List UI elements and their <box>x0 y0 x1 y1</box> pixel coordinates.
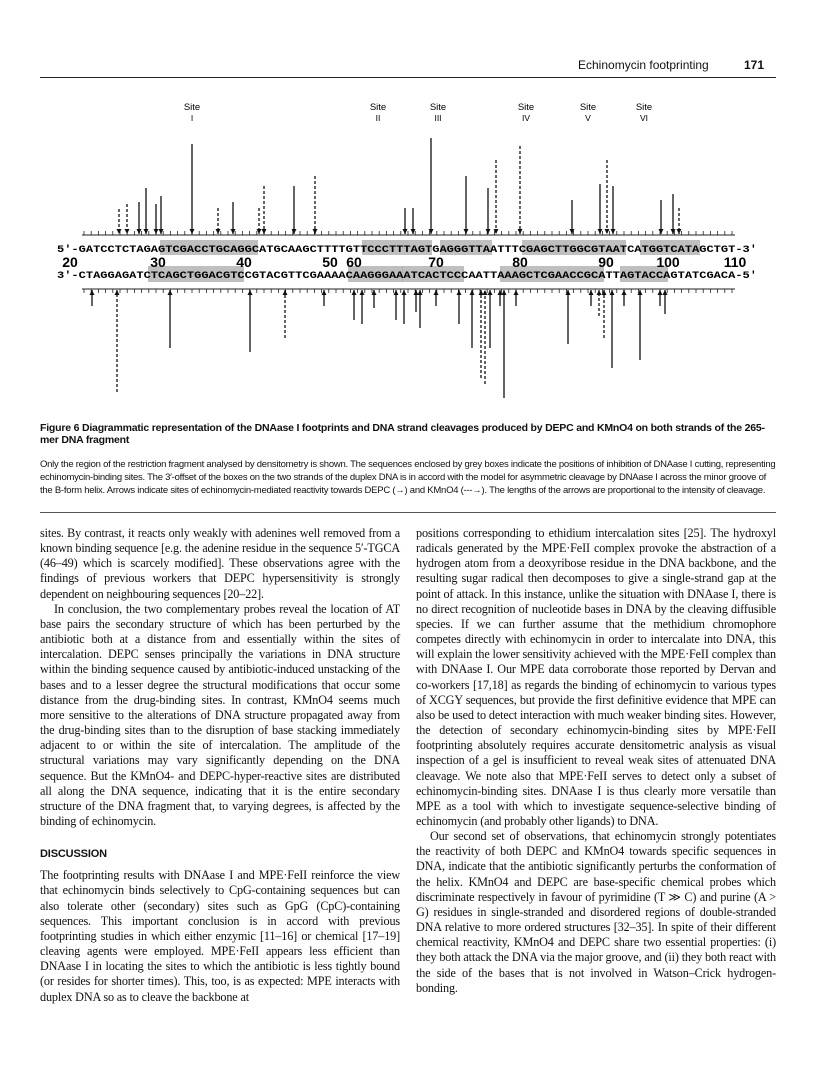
site-roman: VI <box>639 113 649 123</box>
page-number: 171 <box>744 58 765 72</box>
arrow-head <box>190 229 195 234</box>
paragraph: Our second set of observations, that echinomycin strongly potentiates the reactivity of both DEPC and KMnO4 towards specific sequences in DNA, indicate that the antibiotic significantly perturbs the conformation of the helix. KMnO4 and DEPC are base-specific chemical probes which discriminate respectively in favour of pyrimidine (T ≫ C) and purine (A > G) residues in single-stranded and disordered regions of double-stranded DNA relative to more ordered structures [32–35]. In spite of their different chemical reactivity, KMnO4 and DEPC share two essential properties: (i) they both attack the DNA via the major groove, and (ii) they both react with the side of the bases that is not involved in Watson–Crick hydrogen-bonding. <box>416 829 776 995</box>
top-strand-sequence: 5′-GATCCTCTAGAGTCGACCTGCAGGCATGCAAGCTTTTGTTCCCTTTAGTGAGGGTTAATTTCGAGCTTGGCGTAATCATGGTCATAGCTGT-3′ <box>57 244 757 256</box>
arrow-head <box>117 229 122 234</box>
site-label: Site <box>429 102 447 113</box>
position-number: 90 <box>598 254 614 270</box>
bottom-strand-sequence: 3′-CTAGGAGATCTCAGCTGGACGTCCGTACGTTCGAAAACAAGGGAAATCACTCCCAATTAAAGCTCGAACCGCATTAGTACCAGTATCGACA-5′ <box>57 270 757 282</box>
arrow-head <box>658 290 663 295</box>
site-label: Site <box>579 102 597 113</box>
arrow-head <box>610 290 615 295</box>
arrow-head <box>231 229 236 234</box>
arrow-head <box>360 290 365 295</box>
arrow-head <box>159 229 164 234</box>
site-roman: III <box>434 113 442 123</box>
arrow-head <box>502 290 507 295</box>
arrow-head <box>90 290 95 295</box>
paragraph: In conclusion, the two complementary probes reveal the location of AT base pairs the secondary structure of which has been perturbed by the antibiotic both at a distance from and essentially within the sites of intercalation. DEPC senses principally the variations in DNA structure within the binding sequence caused by antibiotic-induced unstacking of the bases and to a lesser degree the structural modifications that occur some distance from the drug-binding sites. In contrast, KMnO4 seems much more sensitive to the alterations of DNA structure propagated away from the drug-binding sites than to the disruption of base stacking immediately adjacent to or within the site of intercalation. The amplitude of the structural variations may vary significantly depending on the DNA sequence. But the KMnO4- and DEPC-hyper-reactive sites are distributed all along the DNA sequence, indicating that it is the entire secondary structure of the DNA fragment that, to varying degrees, is affected by the binding of echinomycin. <box>40 601 400 828</box>
arrow-head <box>115 290 120 295</box>
arrow-head <box>659 229 664 234</box>
arrow-head <box>514 290 519 295</box>
arrow-head <box>663 290 668 295</box>
arrow-head <box>394 290 399 295</box>
figure-caption-body: Only the region of the restriction fragment analysed by densitometry is shown. The sequences enclosed by grey boxes indicate the positions of inhibition of DNAase I cutting, representing echinomycin-binding sites. The 3′-offset of the boxes on the two strands of the duplex DNA is in accord with the model for asymmetric cleavage by DNAase I across the minor groove of the B-form helix. Arrows indicate sites of echinomycin-mediated reactivity towards DEPC (→) and KMnO4 (---→). The lengths of the arrows are proportional to the intensity of cleavage. <box>40 459 776 496</box>
arrow-head <box>283 290 288 295</box>
position-number: 70 <box>428 254 444 270</box>
position-number: 60 <box>346 254 362 270</box>
arrow-head <box>216 229 221 234</box>
arrow-head <box>322 290 327 295</box>
position-number: 30 <box>150 254 166 270</box>
site-roman: IV <box>521 113 531 123</box>
site-roman: II <box>375 113 381 123</box>
position-number: 40 <box>236 254 252 270</box>
arrow-head <box>313 229 318 234</box>
paragraph: The footprinting results with DNAase I and MPE·FeII reinforce the view that echinomycin binds selectively to CpG-containing sequences but can also tolerate other (secondary) sites such as GpG (CpC)-containing sequences. This important conclusion is in accord with previous footprinting studies in which either enzymic [11–16] or chemical [17–19] cleaving agents were employed. MPE·FeII appears less efficient than DNAase I in locating the sites to which the antibiotic is less tightly bound (or resides for shorter times). This, too, is as expected: MPE interacts with duplex DNA so as to cleave the backbone at <box>40 868 400 1004</box>
site-label: Site <box>635 102 653 113</box>
arrow-head <box>168 290 173 295</box>
position-number: 100 <box>656 254 680 270</box>
arrow-head <box>257 229 262 234</box>
arrow-head <box>518 229 523 234</box>
arrow-head <box>434 290 439 295</box>
arrow-head <box>352 290 357 295</box>
running-title: Echinomycin footprinting <box>578 58 709 72</box>
arrow-head <box>479 290 484 295</box>
caption-rule <box>40 512 776 513</box>
arrow-head <box>483 290 488 295</box>
paragraph: sites. By contrast, it reacts only weakly with adenines well removed from a known binding sequence [e.g. the adenine residue in the sequence 5′-TGCA (46–49) which is scarcely modified]. These observations agree with the findings of previous workers that DEPC hypersensitivity is strongly dependent on neighbouring sequences [20–22]. <box>40 526 400 601</box>
site-label: Site <box>517 102 535 113</box>
arrow-head <box>137 229 142 234</box>
arrow-head <box>486 229 491 234</box>
arrow-head <box>403 229 408 234</box>
arrow-head <box>605 229 610 234</box>
arrow-head <box>488 290 493 295</box>
arrow-head <box>414 290 419 295</box>
site-labels <box>184 102 652 123</box>
site-label: Site <box>183 102 201 113</box>
arrow-head <box>470 290 475 295</box>
arrow-head <box>457 290 462 295</box>
header-rule <box>40 77 776 78</box>
arrow-head <box>402 290 407 295</box>
position-number: 50 <box>322 254 338 270</box>
position-number: 80 <box>512 254 528 270</box>
position-number: 20 <box>62 254 78 270</box>
site-label: Site <box>369 102 387 113</box>
figure-6-diagram <box>0 92 816 417</box>
site-roman: I <box>190 113 194 123</box>
arrow-head <box>464 229 469 234</box>
arrow-head <box>589 290 594 295</box>
arrow-head <box>611 229 616 234</box>
arrow-head <box>125 229 130 234</box>
arrow-head <box>248 290 253 295</box>
arrow-head <box>292 229 297 234</box>
arrow-head <box>411 229 416 234</box>
position-number: 110 <box>723 254 747 270</box>
site-roman: V <box>585 113 591 123</box>
section-heading: DISCUSSION <box>40 848 107 861</box>
arrow-head <box>262 229 267 234</box>
arrow-head <box>154 229 159 234</box>
arrow-head <box>597 290 602 295</box>
paragraph: positions corresponding to ethidium intercalation sites [25]. The hydroxyl radicals generated by the MPE·FeII complex provoke the abstraction of a hydrogen atom from a deoxyribose residue in the DNA backbone, and the resulting sugar radical then decomposes to give a single-strand gap at the point of attack. In this instance, unlike the situation with DNAase I, there is no direct recognition of nucleotide bases in DNA by the cleaving diffusible species. If we can further assume that the methidium chromophore competes directly with echinomycin in order to intercalate into DNA, this will explain the lower sensitivity achieved with the MPE·FeII complex than with DNAase I. Our MPE data corroborate those reported by Dervan and co-workers [17,18] as regards the binding of echinomycin to various types of XCGY sequences, but provide the first definitive evidence that MPE can also be used to detect interaction with much weaker binding sites. However, the detection of secondary echinomycin-binding sites by MPE·FeII footprinting absolutely requires accurate densitometric analysis as visual inspection of a gel is insufficient to reveal weak sites of attenuated DNA cleavage. We note also that MPE·FeII serves to detect only a subset of echinomycin-binding sites. DNAase I is thus clearly more versatile than MPE as a tool with which to investigate sequence-selective binding of echinomycin (and probably other ligands) to DNA. <box>416 526 776 828</box>
arrow-head <box>144 229 149 234</box>
arrow-head <box>598 229 603 234</box>
figure-caption-title: Figure 6 Diagrammatic representation of the DNAase I footprints and DNA strand cleavages produced by DEPC and KMnO4 on both strands of the 265-mer DNA fragment <box>40 422 765 446</box>
arrow-head <box>622 290 627 295</box>
arrow-head <box>677 229 682 234</box>
arrow-head <box>418 290 423 295</box>
left-column <box>40 526 400 1005</box>
right-column <box>416 526 776 996</box>
